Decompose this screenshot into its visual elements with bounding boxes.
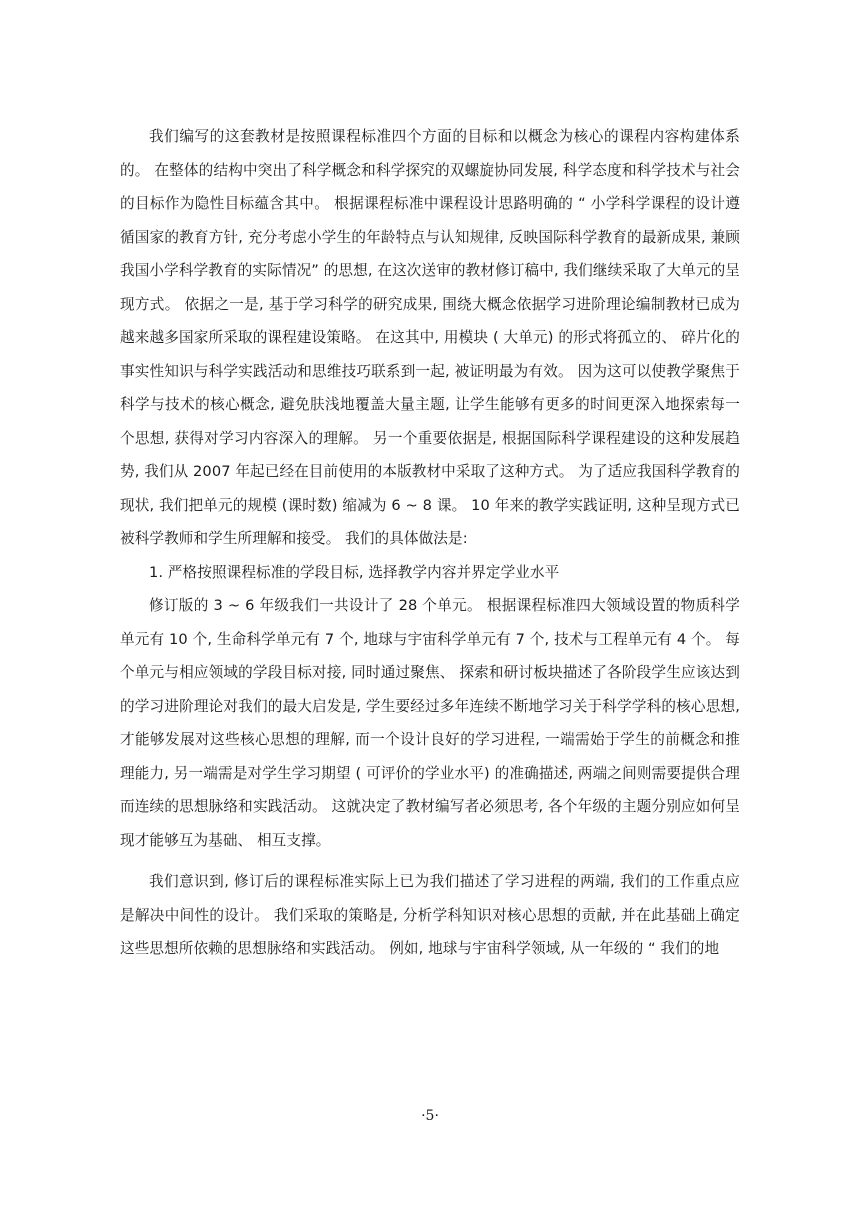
paragraph-strategy: 我们意识到, 修订后的课程标准实际上已为我们描述了学习进程的两端, 我们的工作重点应是解决中间性的设计。 我们采取的策略是, 分析学科知识对核心思想的贡献, 并在此基础上确定这些思想所依赖的思想脉络和实践活动。 例如, 地球与宇宙科学领域, 从一年级的 “ 我们的地 <box>120 873 740 957</box>
section-heading-1: 1. 严格按照课程标准的学段目标, 选择教学内容并界定学业水平 <box>149 563 560 581</box>
page-number: ·5· <box>421 1108 439 1124</box>
paragraph-textbook-structure: 我们编写的这套教材是按照课程标准四个方面的目标和以概念为核心的课程内容构建体系的。 在整体的结构中突出了科学概念和科学探究的双螺旋协同发展, 科学态度和科学技术与社会的目标作为隐性目标蕴含其中。 根据课程标准中课程设计思路明确的 “ 小学科学课程的设计遵循国家的教育方针, 充分考虑小学生的年龄特点与认知规律, 反映国际科学教育的最新成果, 兼顾我国小学科学教育的实际情况” 的思想, 在这次送审的教材修订稿中, 我们继续采取了大单元的呈现方式。 依据之一是, 基于学习科学的研究成果, 围绕大概念依据学习进阶理论编制教材已成为越来越多国家所采取的课程建设策略。 在这其中, 用模块 ( 大单元) 的形式将孤立的、 碎片化的事实性知识与科学实践活动和思维技巧联系到一起, 被证明最为有效。 因为这可以使教学聚焦于科学与技术的核心概念, 避免肤浅地覆盖大量主题, 让学生能够有更多的时间更深入地探索每一个思想, 获得对学习内容深入的理解。 另一个重要依据是, 根据国际科学课程建设的这种发展趋势, 我们从 2007 年起已经在目前使用的本版教材中采取了这种方式。 为了适应我国科学教育的现状, 我们把单元的规模 (课时数) 缩减为 6 ~ 8 课。 10 年来的教学实践证明, 这种呈现方式已被科学教师和学生所理解和接受。 我们的具体做法是: <box>120 128 740 547</box>
paragraph-units: 修订版的 3 ~ 6 年级我们一共设计了 28 个单元。 根据课程标准四大领域设置的物质科学单元有 10 个, 生命科学单元有 7 个, 地球与宇宙科学单元有 7 个, 技术与工程单元有 4 个。 每个单元与相应领域的学段目标对接, 同时通过聚焦、 探索和研讨板块描述了各阶段学生应该达到的学习进阶理论对我们的最大启发是, 学生要经过多年连续不断地学习关于科学学科的核心思想, 才能够发展对这些核心思想的理解, 而一个设计良好的学习进程, 一端需始于学生的前概念和推理能力, 另一端需是对学生学习期望 ( 可评价的学业水平) 的准确描述, 两端之间则需要提供合理而连续的思想脉络和实践活动。 这就决定了教材编写者必须思考, 各个年级的主题分别应如何呈现才能够互为基础、 相互支撑。 <box>120 597 740 849</box>
body-text <box>120 120 740 966</box>
